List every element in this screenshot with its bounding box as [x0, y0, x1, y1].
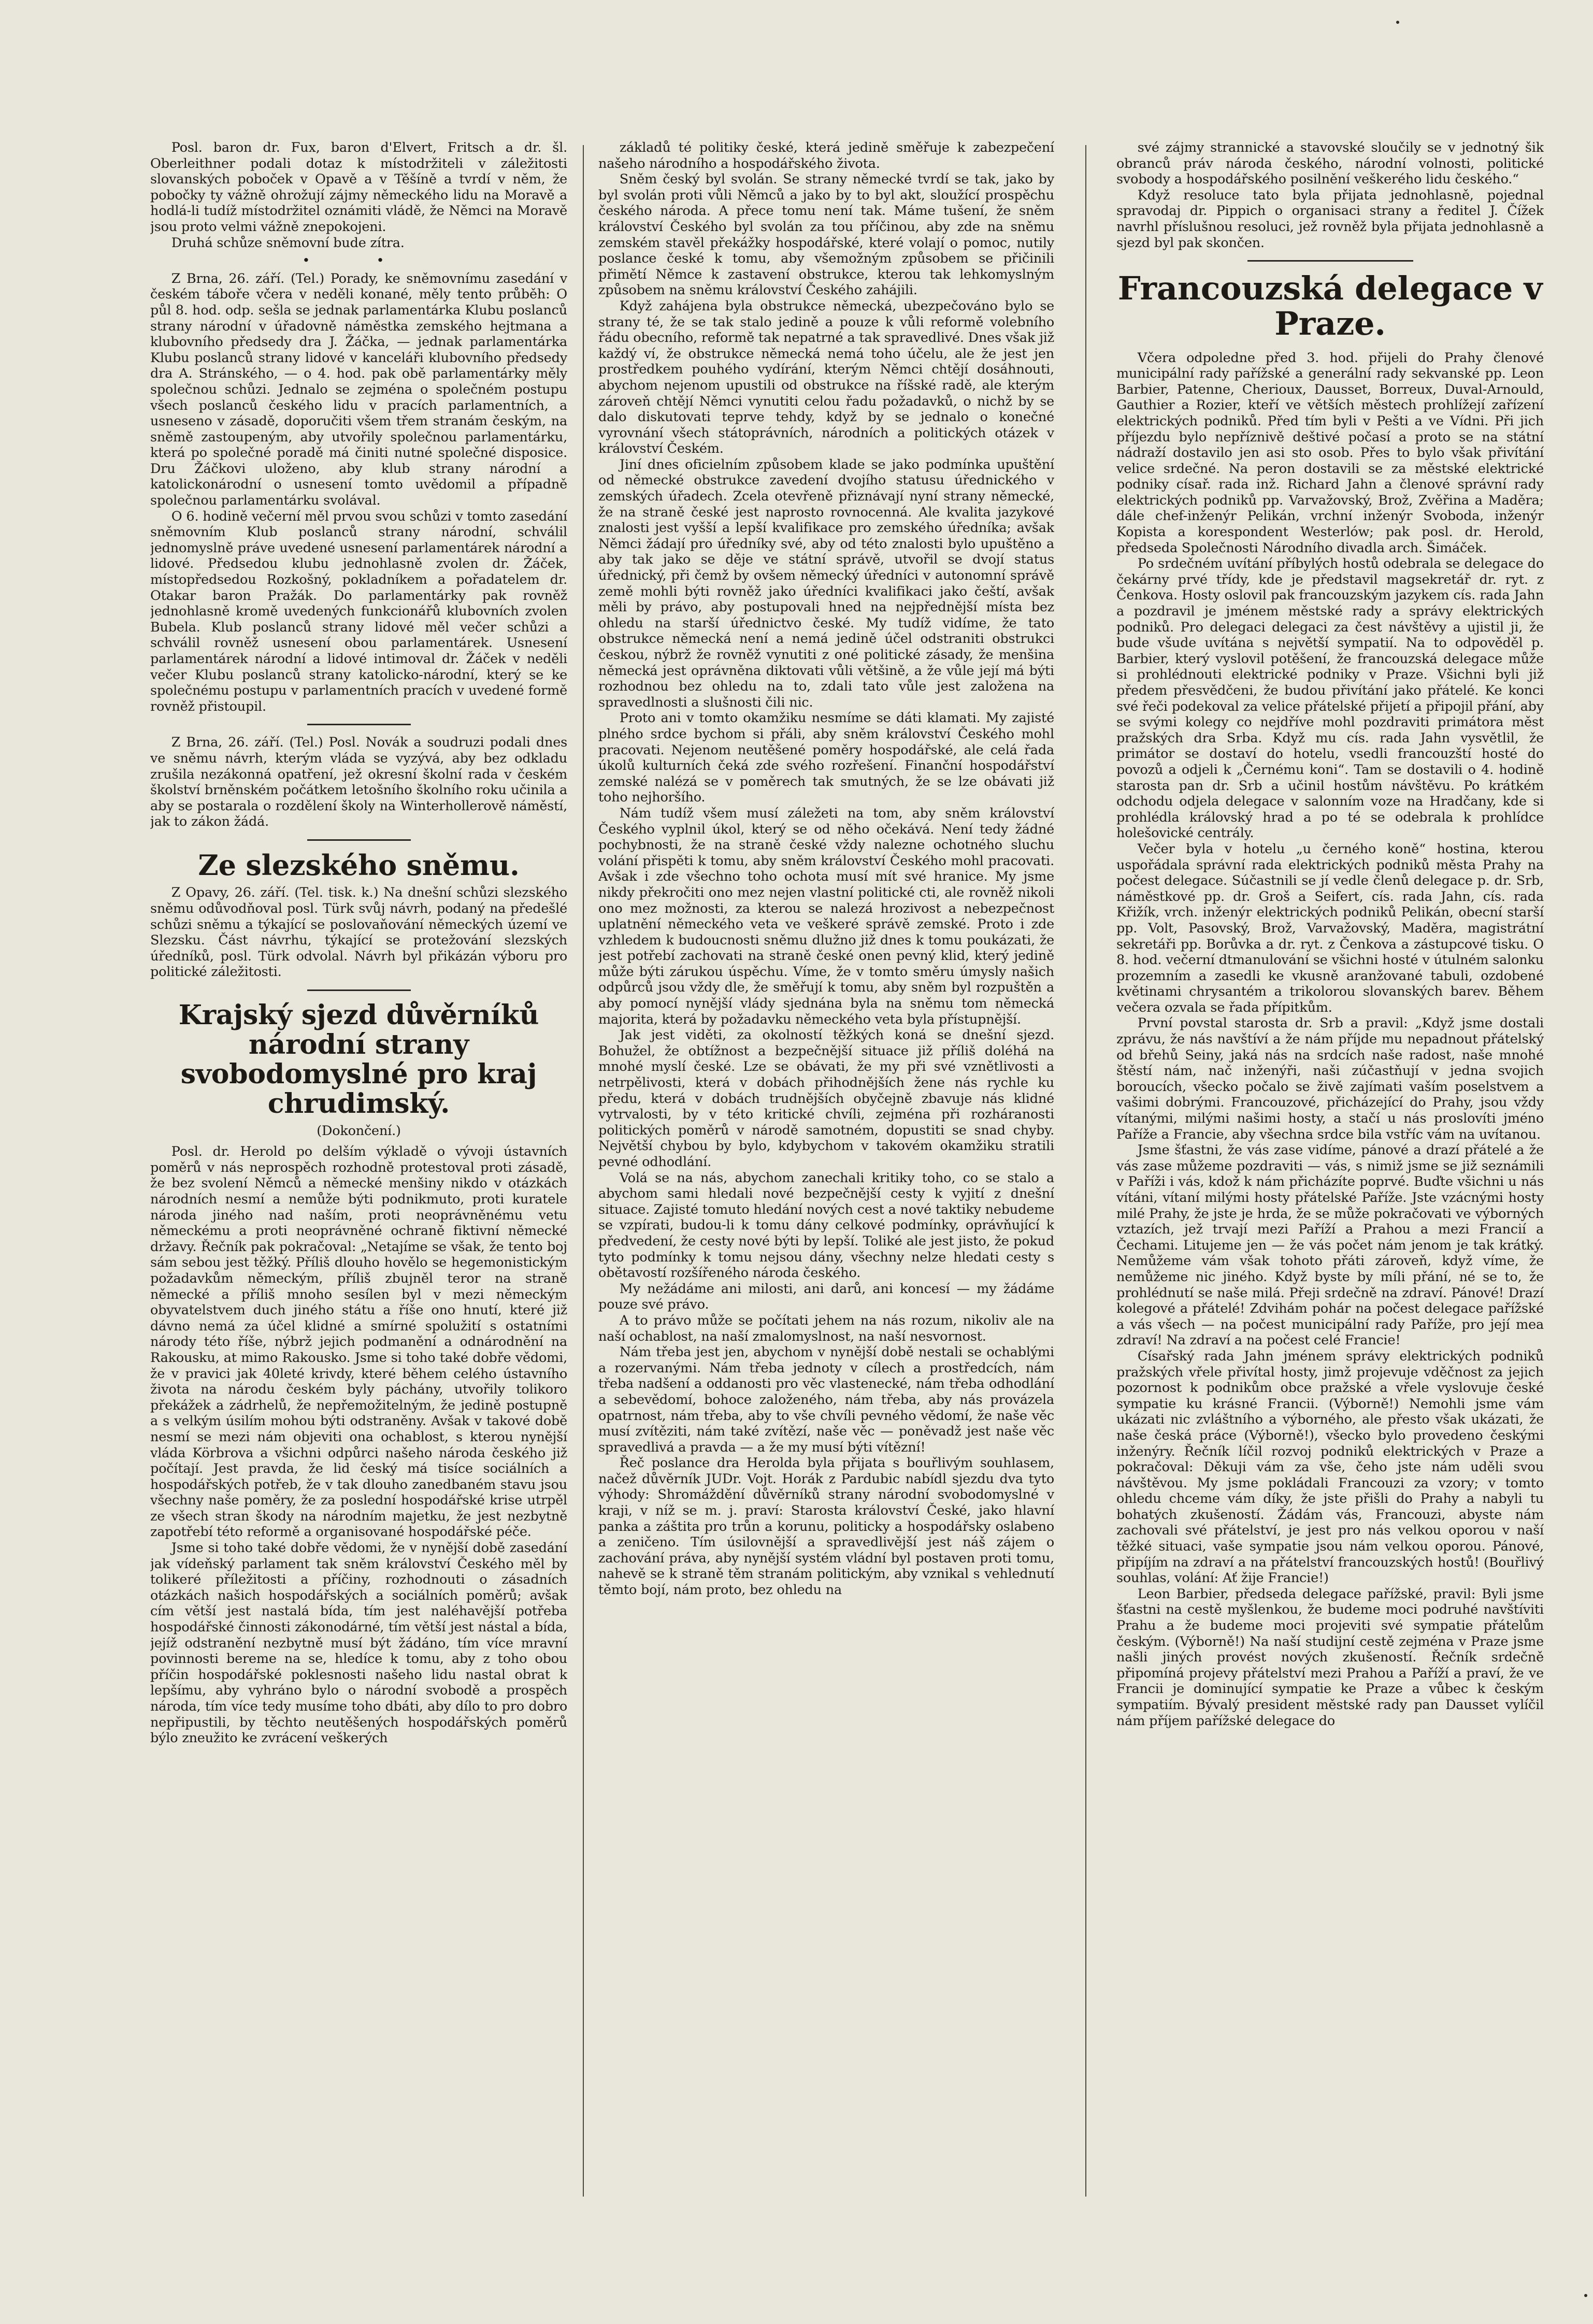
column-rule	[583, 145, 584, 2197]
paragraph: Proto ani v tomto okamžiku nesmíme se dáti klamati. My zajisté plného srdce bychom si přáli, aby sněm království Českého mohl pracovati. Nejenom neutěšené poměry hospodářské, ale celá řada úkolů kulturních čeká zde svého rozřešení. Finanční hospodářství zemské nalézá se v poměrech tak smutných, že se lze obávati již toho nejhoršího.	[598, 710, 1054, 806]
paragraph: Císařský rada Jahn jménem správy elektrických podniků pražských vřele přivítal hosty, jimž projevuje vděčnost za jejich pozornost k podnikům obce pražské a vřele vyslovuje české sympatie ku krásné Francii. (Výborně!) Nemohli jsme vám ukázati nic zvláštního a výborného, ale přesto však ukázati, že naše česká práce (Výborně!), všecko bylo provedeno českými inženýry. Řečník líčil rozvoj podniků elektrických v Praze a pokračoval: Děkuji vám za vše, čeho jste nám uděli svou návštěvou. My jsme pokládali Francouzi za vzory; v tomto ohledu chceme vám díky, že jste přišli do Prahy a nabyli tu bohatých zkušeností. Žádám vás, Francouzi, abyste nám zachovali své přátelství, je jest pro nás velkou oporou v naší těžké situaci, vaše sympatie jsou nám velkou oporou. Pánové, připíjím na zdraví a na přátelství francouzských hostů! (Bouřlivý souhlas, volání: Ať žije Francie!)	[1116, 1348, 1544, 1586]
column-right	[1116, 140, 1544, 2202]
paragraph: Nám tudíž všem musí záležeti na tom, aby sněm království Českého vyplnil úkol, který se od něho očekává. Není tedy žádné pochybnosti, že na straně české vždy nalezne ochotného sluchu volání přispěti k tomu, aby sněm království Českého mohl pracovati. Avšak i zde všechno toho ochota musí mít své hranice. My jsme nikdy překročiti ono mez nejen vlastní politické cti, ale rovněž nikoli ono mez možnosti, za kterou se nalezá hrozivost a nebezpečnost uplatnění německého veta ve veškeré správě zemské. Proto i zde vzhledem k budoucnosti sněmu dlužno již dnes k tomu poukázati, že jest potřebí zachovati na straně české onen pevný klid, který jedině může býti zárukou úspěchu. Víme, že v tomto směru úmysly našich odpůrců jsou vždy dle, že směřují k tomu, aby sněm byl rozpuštěn a aby pomocí nynější vlády sjednána byla na sněmu tom německá majorita, která by požadavku německého veta byla přístupnější.	[598, 805, 1054, 1027]
paragraph: své zájmy strannické a stavovské sloučily se v jednotný šik obranců práv národa českého, národní volnosti, politické svobody a hospodářského posilnění veškerého lidu českého.“	[1116, 140, 1544, 188]
paragraph: O 6. hodině večerní měl prvou svou schůzi v tomto zasedání sněmovním Klub poslanců strany národní, schválil jednomyslně práve uvedené usnesení parlamentárek národní a lidové. Předsedou klubu jednohlasně zvolen dr. Žáček, místopředsedou Rozkošný, pokladníkem a pořadatelem dr. Otakar baron Pražák. Do parlamentárky pak rovněž jednohlasně kromě uvedených funkcionářů klubovních zvolen Bubela. Klub poslanců strany lidové měl večer schůzi a schválil rovněž usnesení obou parlamentárek. Usnesení parlamentárek národní a lidové intimoval dr. Žáček v neděli večer Klubu poslanců strany katolicko-národní, který se ke společnému postupu v parlamentních pracích v uvedené formě rovněž přistoupil.	[150, 508, 567, 714]
paragraph: My nežádáme ani milosti, ani darů, ani koncesí — my žádáme pouze své právo.	[598, 1281, 1054, 1313]
paragraph: První povstal starosta dr. Srb a pravil: „Když jsme dostali zprávu, že nás navštíví a že nám příjde mu nepadnout přátelský od břehů Seiny, jaká nás na srdcích naše radost, naše mnohé štěstí nám, nač inženýři, naši zúčastňují v jedna svojich boroucích, všecko počalo se živě zajímati vaším poselstvem a vašimi dobrými. Francouzové, přicházející do Prahy, jsou vždy vítanými, milými našimi hosty, a stačí u nás proslovíti jméno Paříže a Francie, aby všechna srdce bila vstříc vám na uvítanou.	[1116, 1015, 1544, 1142]
divider	[307, 724, 411, 725]
paragraph: Řeč poslance dra Herolda byla přijata s bouřlivým souhlasem, načež důvěrník JUDr. Vojt. Horák z Pardubic nabídl sjezdu dva tyto výhody: Shromáždění důvěrníků strany národní svobodomyslné v kraji, v níž se m. j. praví: Starosta království České, jako hlavní panka a záštita pro trůn a korunu, politicky a hospodářsky oslabeno a zeničeno. Tím úsilovnější a spravedlivější jest náš zájem o zachování práva, aby nynější systém vládní byl postaven proti tomu, nahevě se k straně těm stranám politickým, aby vznikal s vehlednutí těmto bojí, nám proto, bez ohledu na	[598, 1455, 1054, 1598]
column-middle	[598, 140, 1054, 2202]
paragraph: Posl. baron dr. Fux, baron d'Elvert, Fritsch a dr. šl. Oberleithner podali dotaz k místodržiteli v záležitosti slovanských poboček v Opavě a v Těšíně a tvrdí v něm, že pobočky ty vážně ohrožují zájmy německého lidu na Moravě a hodlá-li tudíž místodržitel oznámiti vládě, že Němci na Moravě jsou proto velmi vážně znepokojeni.	[150, 140, 567, 235]
paragraph: Jiní dnes oficielním způsobem klade se jako podmínka upuštění od německé obstrukce zavedení dvojího statusu úřednického v zemských úřadech. Zcela otevřeně přiznávají nyní strany německé, že na straně české jest naprosto rovnocenná. Ale kvalita jazykové znalosti jest vyšší a lepší kvalifikace pro zemského úředníka; avšak Němci žádají pro úředníky své, aby od této znalosti bylo upuštěno a aby tak jako se děje ve státní správě, utvořil se dvojí status úřednický, při čemž by ovšem německý úředníci v autonomní správě země mohli býti rovněž jako úředníci kvalifikaci jako čeští, avšak měli by právo, aby postupovali hned na nejpřednější místa bez ohledu na starší úřednictvo české. My tudíž vidíme, že tato obstrukce německá není a nemá jedině účel odstraniti obstrukci českou, nýbrž že rovněž vynutiti z oné politické zásady, že menšina německá jest oprávněna diktovati vůli většině, a že vůle její má býti rozhodnou bez ohledu na to, zdali tato vůle jest založena na spravedlnosti a slušnosti čili nic.	[598, 456, 1054, 710]
divider	[1247, 260, 1413, 262]
paragraph: Když resoluce tato byla přijata jednohlasně, pojednal spravodaj dr. Pippich o organisaci strany a ředitel J. Čížek navrhl příslušnou resoluci, jež rovněž byla přijata jednohlasně a sjezd byl pak skončen.	[1116, 187, 1544, 251]
paragraph: Včera odpoledne před 3. hod. přijeli do Prahy členové municipální rady pařížské a generální rady sekvanské pp. Leon Barbier, Patenne, Cherioux, Dausset, Borreux, Duval-Arnould, Gauthier a Rozier, kteří ve větších městech prohlížejí zařízení elektrických podniků. Před tím byli v Pešti a ve Vídni. Při jich příjezdu bylo nepříznivě deštivé počasí a proto se na státní nádraží dostavilo jen asi sto osob. Přes to bylo však přivítání velice srdečné. Na peron dostavili se za městské elektrické podniky císař. rada inž. Richard Jahn a členové správní rady elektrických podniků pp. Varvažovský, Brož, Zvěřina a Maděra; dále chef-inženýr Pelikán, vrchní inženýr Svoboda, inženýr Kopista a korespondent Westerlów; pak posl. dr. Herold, předseda Společnosti Národního divadla arch. Šimáček.	[1116, 350, 1544, 556]
paragraph: Jak jest viděti, za okolností těžkých koná se dnešní sjezd. Bohužel, že obtížnost a bezpečnější situace již příliš doléhá na mnohé myslí české. Lze se obávati, že my při své vznětlivosti a netrpělivosti, která v dobách přihodnějších žene nás rychle ku předu, která v dobách trudnějších obyčejně zbavuje nás klidné vytrvalosti, by v této kritické chvíli, zejména při rozháranosti politických poměrů v národě samotném, dopustiti se snad chyby. Největší chybou by bylo, kdybychom v takovém okamžiku stratili pevné odhodlání.	[598, 1027, 1054, 1170]
paragraph: Jsme si toho také dobře vědomi, že v nynější době zasedání jak vídeňský parlament tak sněm království Českého měl by tolikeré příležitosti a příčiny, rozhodnouti o zásadních otázkách našich hospodářských a sociálních poměrů; avšak cím větší jest nastalá bída, tím jest naléhavější potřeba hospodářské činnosti zákonodárné, tím větší jest nástal a bída, jejíž odstranění nezbytně musí být žádáno, tím více mravní povinnosti bereme na se, hledíce k tomu, aby z toho obou příčin hospodářské poklesnosti našeho lidu nastal obrat k lepšímu, aby vyhráno bylo o národní svobodě a prospěch národa, tím více tedy musíme toho dbáti, aby dílo to pro dobro nepřipustili, by těchto neutěšených hospodářských poměrů býlo zneužito ke zvrácení veškerých	[150, 1540, 567, 1746]
newspaper-page	[150, 140, 1544, 2202]
column-left	[150, 140, 567, 2202]
paragraph: A to právo může se počítati jehem na nás rozum, nikoliv ale na naší ochablost, na naší zmalomyslnost, na naší nesvornost.	[598, 1312, 1054, 1344]
paragraph: Večer byla v hotelu „u černého koně“ hostina, kterou uspořádala správní rada elektrických podniků města Prahy na počest delegace. Súčastnili se jí vedle členů delegace p. dr. Srb, náměstkové pp. dr. Groš a Seifert, cís. rada Jahn, cís. rada Křižík, vrch. inženýr elektrických podniků Pelikán, obecní starší pp. Volt, Pasovský, Brož, Varvažovský, Maděra, magistrátní sekretáři pp. Borůvka a dr. ryt. z Čenkova a zástupcové tisku. O 8. hod. večerní dtmanulování se všichni hosté v útulném salonku prozemním a zasedli ke vkusně aranžované tabuli, ozdobené květinami chrysantém a trikolorou slovanských barev. Během večera ozvala se řada přípitkům.	[1116, 841, 1544, 1015]
paragraph: základů té politiky české, která jedině směřuje k zabezpečení našeho národního a hospodářského života.	[598, 140, 1054, 171]
headline-krajsky-sjezd: Krajský sjezd důvěrníků národní strany svobodomyslné pro kraj chrudimský.	[178, 999, 539, 1120]
paragraph: Sněm český byl svolán. Se strany německé tvrdí se tak, jako by byl svolán proti vůli Němců a jako by to byl akt, sloužící prospěchu českého národa. A přece tomu není tak. Máme tušení, že sněm království Českého byl svolán za tou příčinou, aby zde na sněmu zemském stavěl překážky hospodářské, které volají o pomoc, nutily poslance české k tomu, aby všemožným způsobem se přičinili přimětí Němce k zastavení obstrukce, kterou tak lehkomyslným způsobem na sněmu království Českého zahájili.	[598, 171, 1054, 298]
paragraph: Z Opavy, 26. září. (Tel. tisk. k.) Na dnešní schůzi slezského sněmu odůvodňoval posl. Türk svůj návrh, podaný na předešlé schůzi sněmu a týkající se poslovaňování německých území ve Slezsku. Část návrhu, týkající se protežování slezských úředníků, posl. Türk odvolal. Návrh byl přikázán výboru pro politické záležitosti.	[150, 885, 567, 980]
divider	[307, 989, 411, 991]
divider	[307, 839, 411, 841]
section-divider-dots: • •	[302, 253, 415, 269]
print-speck	[1584, 2294, 1587, 2297]
headline-francouzska-delegace: Francouzská delegace v Praze.	[1117, 269, 1543, 343]
headline-slezsky-snem: Ze slezského sněmu.	[198, 848, 520, 882]
paragraph: Nám třeba jest jen, abychom v nynější době nestali se ochablými a rozervanými. Nám třeba jednoty v cílech a prostředcích, nám třeba nadšení a oddanosti pro věc vlastenecké, nám třeba odhodlání a sebevědomí, bohoce založeného, nám třeba, aby nás provázela opatrnost, nám třeba, aby to vše chvíli pevného vědomí, že naše věc musí zvítěziti, nám také zvítězí, naše věc — poněvadž jest naše věc spravedlivá a pravda — a že my musí býti vítězní!	[598, 1344, 1054, 1455]
paragraph: Z Brna, 26. září. (Tel.) Posl. Novák a soudruzi podali dnes ve sněmu návrh, kterým vláda se vyzývá, aby bez odkladu zrušila nezákonná opatření, jež okresní školní rada v českém školství brněnském počátkem letošního školního roku učinila a aby se postarala o rozdělení školy na Winterhollerově náměstí, jak to zákon žádá.	[150, 735, 567, 830]
paragraph: Z Brna, 26. září. (Tel.) Porady, ke sněmovnímu zasedání v českém táboře včera v neděli konané, měly tento průběh: O půl 8. hod. odp. sešla se jednak parlamentárka Klubu poslanců strany národní v úřadovně náměstka zemského hejtmana a klubovního předsedy dra J. Žáčka, — jednak parlamentárka Klubu poslanců strany lidové v kanceláři klubovního předsedy dra A. Stránského, — o 4. hod. pak obě parlamentárky měly společnou schůzi. Jednalo se zejména o společném postupu všech poslanců českého lidu v pracích parlamentních, a usneseno v zásadě, doporučiti všem třem stranám českým, na sněmě zastoupeným, aby utvořily společnou parlamentárku, která po společné poradě má činiti nutné společné disposice. Dru Žáčkovi uloženo, aby klub strany národní a katolickonárodní o usnesení tomto uvědomil a případně společnou parlamentárku svolával.	[150, 270, 567, 509]
paragraph: Posl. dr. Herold po delším výkladě o vývoji ústavních poměrů v nás neprospěch rozhodně protestoval proti zásadě, že bez svolení Němců a německé menšiny nikdo v otázkách národních nesmí a nemůže býti podnikmuto, proti kuratele národa jiného nad naším, proti neoprávněnému vetu německému a proti neoprávněné ochraně fiktivní německé državy. Řečník pak pokračoval: „Netajíme se však, že tento boj sám sebou jest těžký. Příliš dlouho hovělo se hegemonistickým požadavkům německým, příliš zbujněl teror na straně německé a příliš mnoho sesílen byl v mezi německým obyvatelstvem duch jiného státu a říše ono hnutí, které již dávno nemá za účel klidné a smírné spolužití s ostatními národy této říše, nýbrž jejich podmanění a odnárodnění na Rakousku, at mimo Rakousko. Jsme si toho také dobře vědomi, že v pravici jak 40leté krivdy, které během celého ústavního života na národu českém byly páchány, utvořily tolikoro překážek a zádrhelů, že nepřemožitelným, že jedině postupně a s velkým úsilím mohou býti odstraněny. Avšak v takové době nesmí se mezi nám objeviti ona ochablost, s kterou nynější vláda Körbrova a všichni odpůrci našeho národa českého již počítají. Jest pravda, že lid český má tisíce sociálních a hospodářských potřeb, že v tak dlouho zanedbaném stavu jsou všechny naše poměry, že za poslední hospodářské krise utrpěl ze všech stran škody na národním majetku, že jest nezbytně zapotřebí této reformě a organisované hospodářské péče.	[150, 1144, 567, 1540]
paragraph: Leon Barbier, předseda delegace pařížské, pravil: Byli jsme šťastni na cestě myšlenkou, že budeme moci podruhé navštíviti Prahu a že budeme moci projeviti své sympatie přátelům českým. (Výborně!) Na naší studijní cestě zejména v Praze jsme našli jiných provést nových zkušeností. Řečník srdečně připomíná projevy přátelství mezi Prahou a Paříží a praví, že ve Francii je dominující sympatie ke Praze a vůbec k českým sympatiím. Bývalý president městské rady pan Dausset vylíčil nám příjem pařížské delegace do	[1116, 1586, 1544, 1729]
paragraph: Když zahájena byla obstrukce německá, ubezpečováno bylo se strany té, že se tak stalo jedině a pouze k vůli reformě volebního řádu obecního, reformě tak nepatrné a tak spravedlivé. Dnes však již každý ví, že obstrukce německá nemá toho účelu, ale že jest jen prostředkem pouhého vydírání, kterým Němci chtějí dosáhnouti, abychom nejenom upustili od obstrukce na říšské radě, ale kterým zároveň chtějí Němci vynutiti celou řadu požadavků, o nichž by se dalo diskutovati teprve tehdy, když by se jednalo o konečné vyrovnání všech státoprávních, národních a politických otázek v království Českém.	[598, 298, 1054, 457]
subheading: (Dokončení.)	[317, 1123, 401, 1139]
paragraph: Po srdečném uvítání příbylých hostů odebrala se delegace do čekárny prvé třídy, kde je představil magsekretář dr. ryt. z Čenkova. Hosty oslovil pak francouzským jazykem cís. rada Jahn a pozdravil je jménem městské rady a správy elektrických podniků. Pro delegaci delegaci za čest návštěvy a ujistil ji, že bude všude uvítána s největší sympatií. Na to odpověděl p. Barbier, který vyslovil potěšení, že francouzská delegace může si prohlédnouti elektrické podniky v Praze. Všichni byli již předem přesvědčeni, že budou přivítání jako přátelé. Ke konci své řeči podekoval za velice přátelské přijetí a připojil přání, aby se svými kolegy co nejdříve mohl pozdraviti primátora měst pražských dra Srba. Když mu cís. rada Jahn vysvětlil, že primátor se dostaví do hotelu, vsedli francouzští hosté do povozů a odjeli k „Černému koni“. Tam se dostavili o 4. hodině starosta pan dr. Srb a učinil hostům návštěvu. Po krátkém odchodu odjela delegace v salonním voze na Hradčany, kde si prohlédla královský hrad a po té se odebrala k prohlídce holešovické centrály.	[1116, 556, 1544, 841]
paragraph: Volá se na nás, abychom zanechali kritiky toho, co se stalo a abychom sami hledali nové bezpečnější cesty k vyjití z dnešní situace. Zajisté tomuto hledání nových cest a nové taktiky nebudeme se vzpírati, budou-li k tomu dány celkové podmínky, oprávňující k předvedení, že cesty nové býti by lepší. Toliké ale jest jisto, že pokud tyto podmínky k tomu nejsou dány, všechny nelze hledati cesty s obětavostí rozšířeného národa českého.	[598, 1170, 1054, 1281]
column-rule	[1085, 145, 1086, 2197]
print-speck	[1396, 21, 1399, 24]
paragraph: Druhá schůze sněmovní bude zítra.	[171, 235, 405, 251]
paragraph: Jsme šťastni, že vás zase vidíme, pánové a drazí přátelé a že vás zase můžeme pozdraviti — vás, s nimiž jsme se již seznámili v Paříži i vás, kdož k nám přicházíte poprvé. Buďte všichni u nás vítáni, vítaní milými hosty přátelské Paříže. Jste vzácnými hosty milé Prahy, že jste je hrda, že se může pokračovati ve výborných vztazích, jež trvají mezi Paříží a Prahou a mezi Francií a Čechami. Litujeme jen — že vás počet nám jenom je tak krátký. Nemůžeme vám však tohoto přáti zároveň, když víme, že nemůžeme nic jiného. Když byste by míli přání, né se to, že prohlédnutí se naše milá. Přeji srdečně na zdraví. Pánové! Drazí kolegové a přátelé! Zdvihám pohár na počest delegace pařížské a vás všech — na počest municipální rady Paříže, pro její mea zdraví! Na zdraví a na počest celé Francie!	[1116, 1142, 1544, 1349]
